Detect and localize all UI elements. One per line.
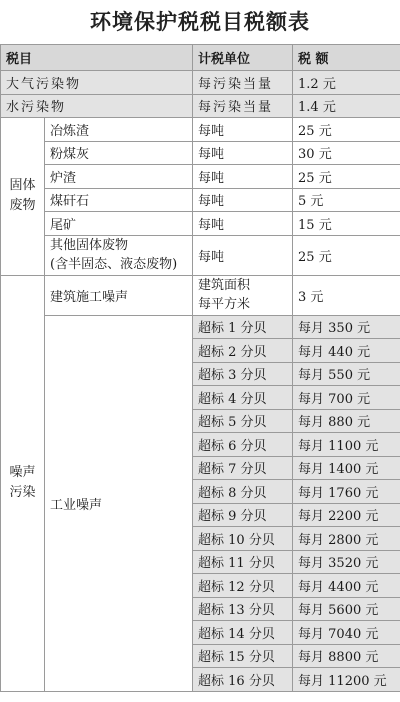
level-amount: 每月 7040 元	[293, 621, 400, 645]
item-unit: 每污染当量	[193, 71, 293, 95]
solid-waste-category	[1, 118, 45, 276]
item-name: 粉煤灰	[45, 141, 193, 165]
level-amount: 每月 8800 元	[293, 644, 400, 668]
level-amount: 每月 550 元	[293, 362, 400, 386]
level-amount: 每月 1400 元	[293, 456, 400, 480]
item-unit: 每污染当量	[193, 94, 293, 118]
item-amount: 25 元	[293, 165, 400, 189]
level-unit: 超标 12 分贝	[193, 574, 293, 598]
item-amount: 30 元	[293, 141, 400, 165]
item-amount: 15 元	[293, 212, 400, 236]
level-unit: 超标 1 分贝	[193, 315, 293, 339]
item-amount: 1.2 元	[293, 71, 400, 95]
table-row	[1, 165, 400, 189]
header-row	[1, 45, 400, 71]
category-line: 废物	[9, 198, 36, 214]
table-row	[1, 94, 400, 118]
level-unit: 超标 4 分贝	[193, 386, 293, 410]
level-unit: 超标 2 分贝	[193, 339, 293, 363]
level-amount: 每月 11200 元	[293, 668, 400, 692]
item-unit-line: 每平方米	[198, 297, 251, 312]
item-amount: 25 元	[293, 235, 400, 275]
category-line: 固体	[9, 178, 36, 194]
item-unit: 每吨	[193, 141, 293, 165]
table-row	[1, 235, 400, 275]
item-name: 尾矿	[45, 212, 193, 236]
item-amount: 3 元	[293, 275, 400, 315]
table-row	[1, 275, 400, 315]
level-amount: 每月 2800 元	[293, 527, 400, 551]
level-unit: 超标 8 分贝	[193, 480, 293, 504]
item-name: 水污染物	[1, 94, 193, 118]
item-unit: 每吨	[193, 212, 293, 236]
table-row	[1, 71, 400, 95]
item-amount: 5 元	[293, 188, 400, 212]
item-name-line: 其他固体废物	[50, 238, 129, 253]
tax-rate-table	[0, 44, 400, 692]
header-amount: 税 额	[293, 45, 400, 71]
level-unit: 超标 14 分贝	[193, 621, 293, 645]
header-unit: 计税单位	[193, 45, 293, 71]
level-amount: 每月 700 元	[293, 386, 400, 410]
item-unit: 每吨	[193, 165, 293, 189]
industrial-noise-name: 工业噪声	[45, 315, 193, 691]
level-unit: 超标 9 分贝	[193, 503, 293, 527]
table-row	[1, 212, 400, 236]
item-unit: 每吨	[193, 188, 293, 212]
level-amount: 每月 1760 元	[293, 480, 400, 504]
noise-category	[1, 275, 45, 691]
level-amount: 每月 350 元	[293, 315, 400, 339]
level-unit: 超标 6 分贝	[193, 433, 293, 457]
level-amount: 每月 5600 元	[293, 597, 400, 621]
level-amount: 每月 4400 元	[293, 574, 400, 598]
table-row	[1, 315, 400, 339]
category-line: 污染	[9, 485, 36, 500]
level-amount: 每月 2200 元	[293, 503, 400, 527]
table-row	[1, 188, 400, 212]
item-name: 煤矸石	[45, 188, 193, 212]
table-row	[1, 141, 400, 165]
category-line: 噪声	[9, 465, 36, 480]
level-unit: 超标 10 分贝	[193, 527, 293, 551]
item-amount: 25 元	[293, 118, 400, 142]
item-name	[45, 235, 193, 275]
item-name: 大气污染物	[1, 71, 193, 95]
level-amount: 每月 440 元	[293, 339, 400, 363]
level-unit: 超标 7 分贝	[193, 456, 293, 480]
item-name: 建筑施工噪声	[45, 275, 193, 315]
item-name-line: (含半固态、液态废物)	[50, 257, 178, 272]
level-amount: 每月 880 元	[293, 409, 400, 433]
table-title: 环境保护税税目税额表	[90, 10, 310, 34]
table-row	[1, 118, 400, 142]
item-unit-line: 建筑面积	[198, 278, 251, 293]
item-unit	[193, 275, 293, 315]
item-name: 炉渣	[45, 165, 193, 189]
item-unit: 每吨	[193, 235, 293, 275]
level-unit: 超标 15 分贝	[193, 644, 293, 668]
level-unit: 超标 11 分贝	[193, 550, 293, 574]
item-amount: 1.4 元	[293, 94, 400, 118]
header-item: 税目	[1, 45, 193, 71]
level-amount: 每月 3520 元	[293, 550, 400, 574]
level-unit: 超标 16 分贝	[193, 668, 293, 692]
level-unit: 超标 5 分贝	[193, 409, 293, 433]
item-name: 冶炼渣	[45, 118, 193, 142]
level-unit: 超标 13 分贝	[193, 597, 293, 621]
item-unit: 每吨	[193, 118, 293, 142]
level-unit: 超标 3 分贝	[193, 362, 293, 386]
level-amount: 每月 1100 元	[293, 433, 400, 457]
